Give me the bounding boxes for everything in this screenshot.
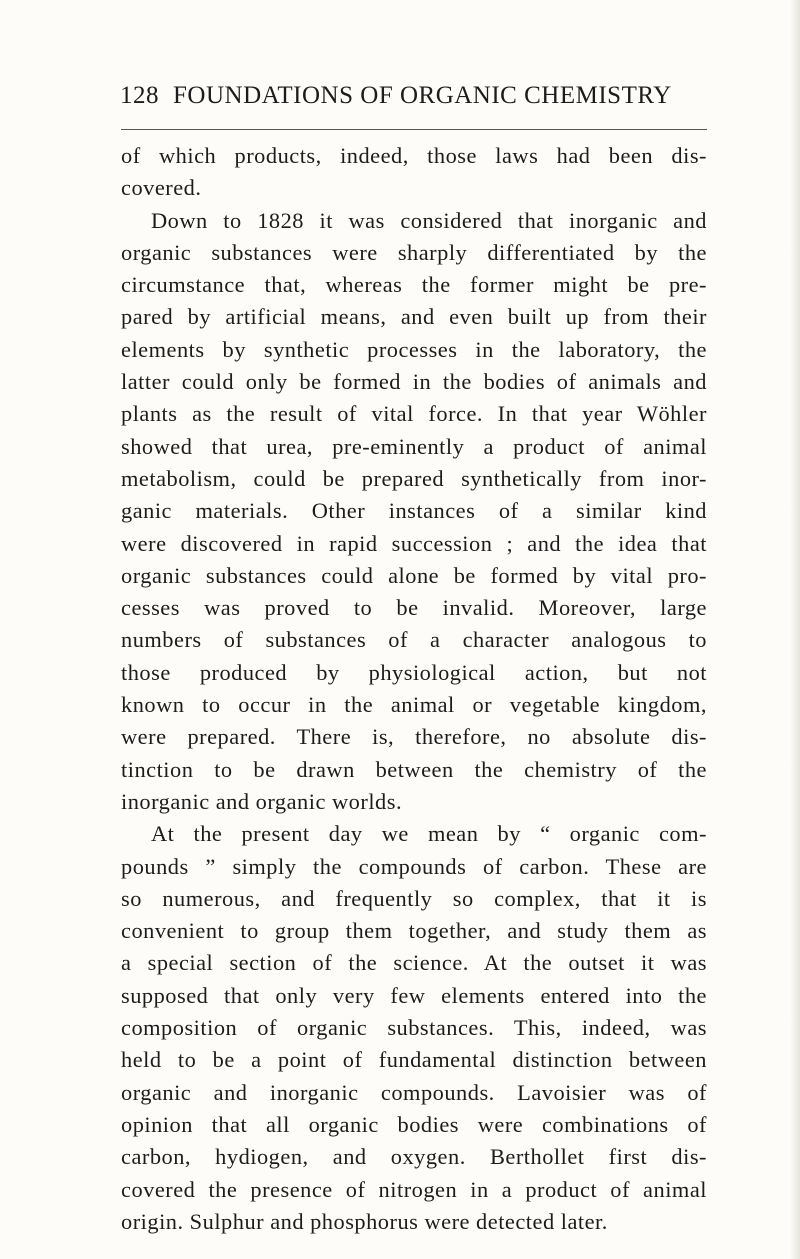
text-line: circumstance that, whereas the former might be pre-: [121, 272, 707, 298]
text-line: inorganic and organic worlds.: [121, 788, 403, 814]
page-edge-shadow: [790, 0, 800, 1259]
text-line: numbers of substances of a character analogous to: [121, 627, 707, 653]
text-line: latter could only be formed in the bodies of animals and: [121, 369, 707, 395]
text-line: showed that urea, pre-eminently a product of animal: [121, 433, 707, 459]
text-line: tinction to be drawn between the chemistry of the: [121, 756, 707, 782]
text-line: pounds ” simply the compounds of carbon. These are: [121, 853, 707, 879]
text-line: ganic materials. Other instances of a similar kind: [121, 498, 707, 524]
text-line: were discovered in rapid succession ; and the idea that: [121, 530, 707, 556]
text-line: cesses was proved to be invalid. Moreover, large: [121, 595, 707, 621]
text-line: origin. Sulphur and phosphorus were detected later.: [121, 1208, 608, 1234]
text-line: organic and inorganic compounds. Lavoisier was of: [121, 1079, 707, 1105]
text-line: a special section of the science. At the outset it was: [121, 950, 707, 976]
text-line: were prepared. There is, therefore, no absolute dis-: [121, 724, 707, 750]
text-line: elements by synthetic processes in the laboratory, the: [121, 336, 707, 362]
text-line: covered the presence of nitrogen in a product of animal: [121, 1176, 707, 1202]
text-line: organic substances were sharply differentiated by the: [121, 239, 707, 265]
text-line: plants as the result of vital force. In that year Wöhler: [121, 401, 707, 427]
text-line: composition of organic substances. This, indeed, was: [121, 1015, 707, 1041]
text-line: supposed that only very few elements entered into the: [121, 982, 707, 1008]
text-line: convenient to group them together, and study them as: [121, 918, 707, 944]
text-line: organic substances could alone be formed by vital pro-: [121, 562, 707, 588]
text-line: carbon, hydiogen, and oxygen. Berthollet first dis-: [121, 1144, 707, 1170]
text-line: those produced by physiological action, but not: [121, 659, 707, 685]
text-line: held to be a point of fundamental distinction between: [121, 1047, 707, 1073]
text-line: of which products, indeed, those laws had been dis-: [121, 143, 707, 168]
body-text: [121, 140, 707, 1238]
text-line: metabolism, could be prepared synthetically from inor-: [121, 465, 707, 491]
text-line: pared by artificial means, and even built up from their: [121, 304, 707, 330]
header-rule: [121, 129, 707, 130]
text-line: At the present day we mean by “ organic com-: [151, 821, 707, 847]
text-line: covered.: [121, 175, 202, 201]
text-line: so numerous, and frequently so complex, that it is: [121, 885, 707, 911]
text-line: known to occur in the animal or vegetable kingdom,: [121, 692, 707, 718]
running-title: FOUNDATIONS OF ORGANIC CHEMISTRY: [173, 82, 672, 109]
page-number: 128: [120, 82, 159, 109]
text-line: Down to 1828 it was considered that inorganic and: [151, 207, 707, 233]
text-line: opinion that all organic bodies were combinations of: [121, 1111, 707, 1137]
page-header: [120, 82, 710, 122]
